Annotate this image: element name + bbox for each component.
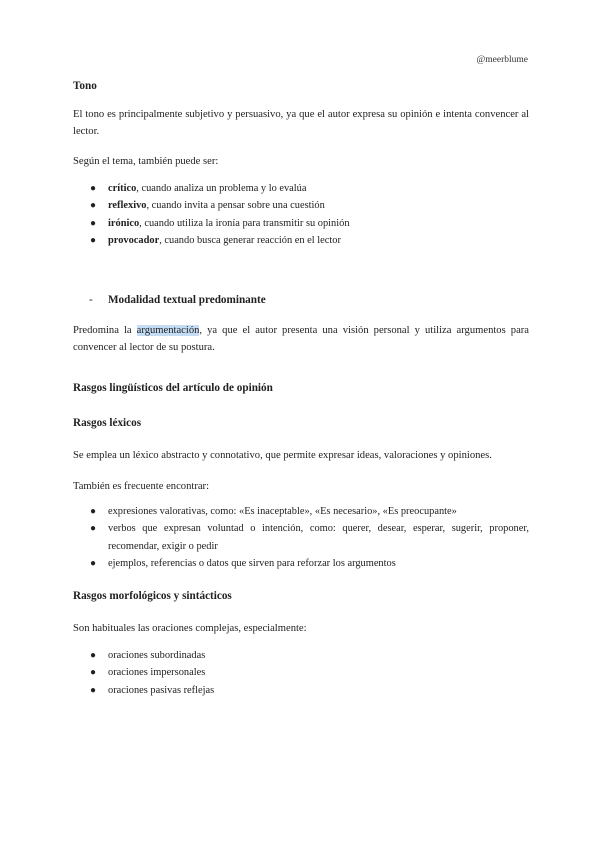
bullet-icon: ● bbox=[90, 506, 97, 517]
list-item bbox=[73, 197, 529, 214]
bullet-icon: ● bbox=[90, 217, 97, 229]
heading-rasgos: Rasgos lingüísticos del artículo de opinión bbox=[73, 382, 273, 394]
heading-rasgos-morfo: Rasgos morfológicos y sintácticos bbox=[73, 590, 232, 602]
list-item-text: oraciones subordinadas bbox=[108, 650, 206, 661]
list-item bbox=[73, 503, 529, 520]
watermark: @meerblume bbox=[476, 55, 528, 65]
list-item-text: expresiones valorativas, como: «Es inaceptable», «Es necesario», «Es preocupante» bbox=[108, 506, 457, 517]
list-item-bold: provocador bbox=[108, 234, 160, 246]
list-item bbox=[73, 215, 529, 232]
bullet-icon: ● bbox=[90, 667, 97, 679]
heading-modalidad-text: Modalidad textual predominante bbox=[108, 294, 266, 306]
bullet-icon: ● bbox=[90, 650, 97, 661]
paragraph-modalidad bbox=[73, 322, 529, 356]
bullet-icon: ● bbox=[90, 234, 97, 246]
list-item-bold: irónico bbox=[108, 217, 140, 229]
lexicos-list bbox=[73, 503, 529, 572]
list-item-text: , cuando utiliza la ironía para transmitir su opinión bbox=[139, 217, 350, 229]
paragraph-lexicos-frecuente: También es frecuente encontrar: bbox=[73, 481, 210, 492]
paragraph-morfo-intro: Son habituales las oraciones complejas, especialmente: bbox=[73, 623, 307, 634]
morfo-list bbox=[73, 647, 529, 699]
bullet-icon: ● bbox=[90, 183, 97, 194]
list-item-bold: crítico bbox=[108, 183, 137, 194]
list-item-text: verbos que expresan voluntad o intención, como: querer, desear, esperar, sugerir, proponer, recomendar, exigir o pedir bbox=[108, 523, 529, 552]
dash-marker: - bbox=[89, 294, 93, 306]
highlighted-word[interactable]: argumentación bbox=[136, 325, 200, 336]
list-item-text: , cuando busca generar reacción en el lector bbox=[159, 234, 341, 246]
heading-modalidad bbox=[89, 294, 266, 306]
paragraph-lexicos-intro: Se emplea un léxico abstracto y connotativo, que permite expresar ideas, valoraciones y opiniones. bbox=[73, 450, 492, 461]
paragraph-tono-segun: Según el tema, también puede ser: bbox=[73, 156, 219, 167]
bullet-icon: ● bbox=[90, 200, 97, 212]
paragraph-tono-intro: El tono es principalmente subjetivo y persuasivo, ya que el autor expresa su opinión e intenta convencer al lector. bbox=[73, 109, 529, 137]
heading-tono: Tono bbox=[73, 80, 97, 92]
list-item bbox=[73, 555, 529, 572]
list-item-text: ejemplos, referencias o datos que sirven para reforzar los argumentos bbox=[108, 557, 396, 569]
list-item bbox=[73, 520, 529, 555]
heading-rasgos-lexicos: Rasgos léxicos bbox=[73, 417, 142, 429]
paragraph-text: Predomina la bbox=[73, 325, 137, 336]
list-item bbox=[73, 232, 529, 249]
list-item bbox=[73, 664, 529, 681]
list-item bbox=[73, 682, 529, 699]
paragraph-text: , ya que el autor presenta una visión personal y utiliza argumentos para convencer al lector de su postura. bbox=[73, 325, 530, 353]
list-item-text: , cuando analiza un problema y lo evalúa bbox=[136, 183, 307, 194]
bullet-icon: ● bbox=[90, 684, 97, 696]
list-item-text: oraciones impersonales bbox=[108, 667, 206, 679]
list-item-text: oraciones pasivas reflejas bbox=[108, 684, 215, 696]
tono-list bbox=[73, 180, 529, 249]
list-item bbox=[73, 647, 529, 664]
bullet-icon: ● bbox=[90, 523, 97, 535]
list-item-bold: reflexivo bbox=[108, 200, 147, 212]
list-item bbox=[73, 180, 529, 197]
bullet-icon: ● bbox=[90, 557, 97, 569]
list-item-text: , cuando invita a pensar sobre una cuestión bbox=[146, 200, 325, 212]
